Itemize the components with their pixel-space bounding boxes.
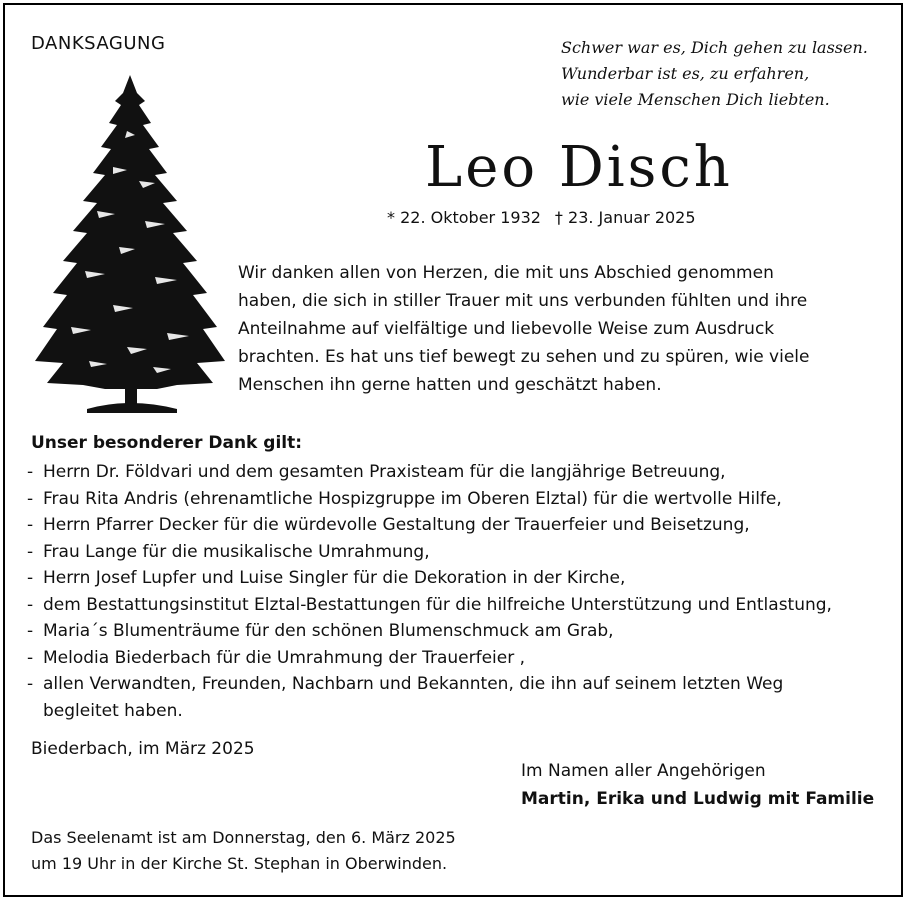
birth-date: * 22. Oktober 1932 (387, 208, 541, 227)
family-names: Martin, Erika und Ludwig mit Familie (521, 789, 875, 809)
deceased-name: Leo Disch (425, 135, 733, 200)
intro-line: Anteilnahme auf vielfältige und liebevolle Weise zum Ausdruck (238, 319, 775, 339)
notice-heading: DANKSAGUNG (31, 33, 166, 54)
obituary-notice (3, 3, 903, 897)
on-behalf-text: Im Namen aller Angehörigen (521, 761, 766, 781)
service-info (31, 825, 456, 877)
list-item-continuation: begleitet haben. (43, 700, 183, 721)
service-line: um 19 Uhr in der Kirche St. Stephan in Oberwinden. (31, 854, 448, 873)
intro-line: Wir danken allen von Herzen, die mit uns Abschied genommen (238, 263, 774, 283)
poem-line: Schwer war es, Dich gehen zu lassen. (561, 38, 868, 57)
list-item: - Frau Lange für die musikalische Umrahmung, (27, 539, 897, 566)
fir-tree-icon (27, 71, 233, 421)
list-item: - Melodia Biederbach für die Umrahmung der Trauerfeier , (27, 645, 897, 672)
intro-line: brachten. Es hat uns tief bewegt zu sehen und zu spüren, wie viele (238, 347, 810, 367)
poem-line: Wunderbar ist es, zu erfahren, (561, 64, 810, 83)
service-line: Das Seelenamt ist am Donnerstag, den 6. März 2025 (31, 828, 456, 847)
list-item: - dem Bestattungsinstitut Elztal-Bestattungen für die hilfreiche Unterstützung und Entlastung, (27, 592, 897, 619)
list-item: - allen Verwandten, Freunden, Nachbarn und Bekannten, die ihn auf seinem letzten Weg (27, 671, 897, 698)
poem-line: wie viele Menschen Dich liebten. (561, 90, 830, 109)
list-item: - Herrn Pfarrer Decker für die würdevolle Gestaltung der Trauerfeier und Beisetzung, (27, 512, 897, 539)
intro-line: Menschen ihn gerne hatten und geschätzt haben. (238, 375, 662, 395)
thanks-title: Unser besonderer Dank gilt: (31, 433, 303, 453)
place-date: Biederbach, im März 2025 (31, 739, 255, 759)
list-item: - Frau Rita Andris (ehrenamtliche Hospizgruppe im Oberen Elztal) für die wertvolle Hilfe, (27, 486, 897, 513)
intro-text (238, 259, 888, 399)
thanks-list (27, 459, 897, 724)
poem (561, 35, 868, 113)
intro-line: haben, die sich in stiller Trauer mit uns verbunden fühlten und ihre (238, 291, 808, 311)
death-date: † 23. Januar 2025 (554, 208, 696, 227)
list-item: - Herrn Josef Lupfer und Luise Singler für die Dekoration in der Kirche, (27, 565, 897, 592)
list-item: - Herrn Dr. Földvari und dem gesamten Praxisteam für die langjährige Betreuung, (27, 459, 897, 486)
list-item: - Maria´s Blumenträume für den schönen Blumenschmuck am Grab, (27, 618, 897, 645)
signature-block (521, 757, 874, 813)
life-dates (387, 208, 710, 227)
